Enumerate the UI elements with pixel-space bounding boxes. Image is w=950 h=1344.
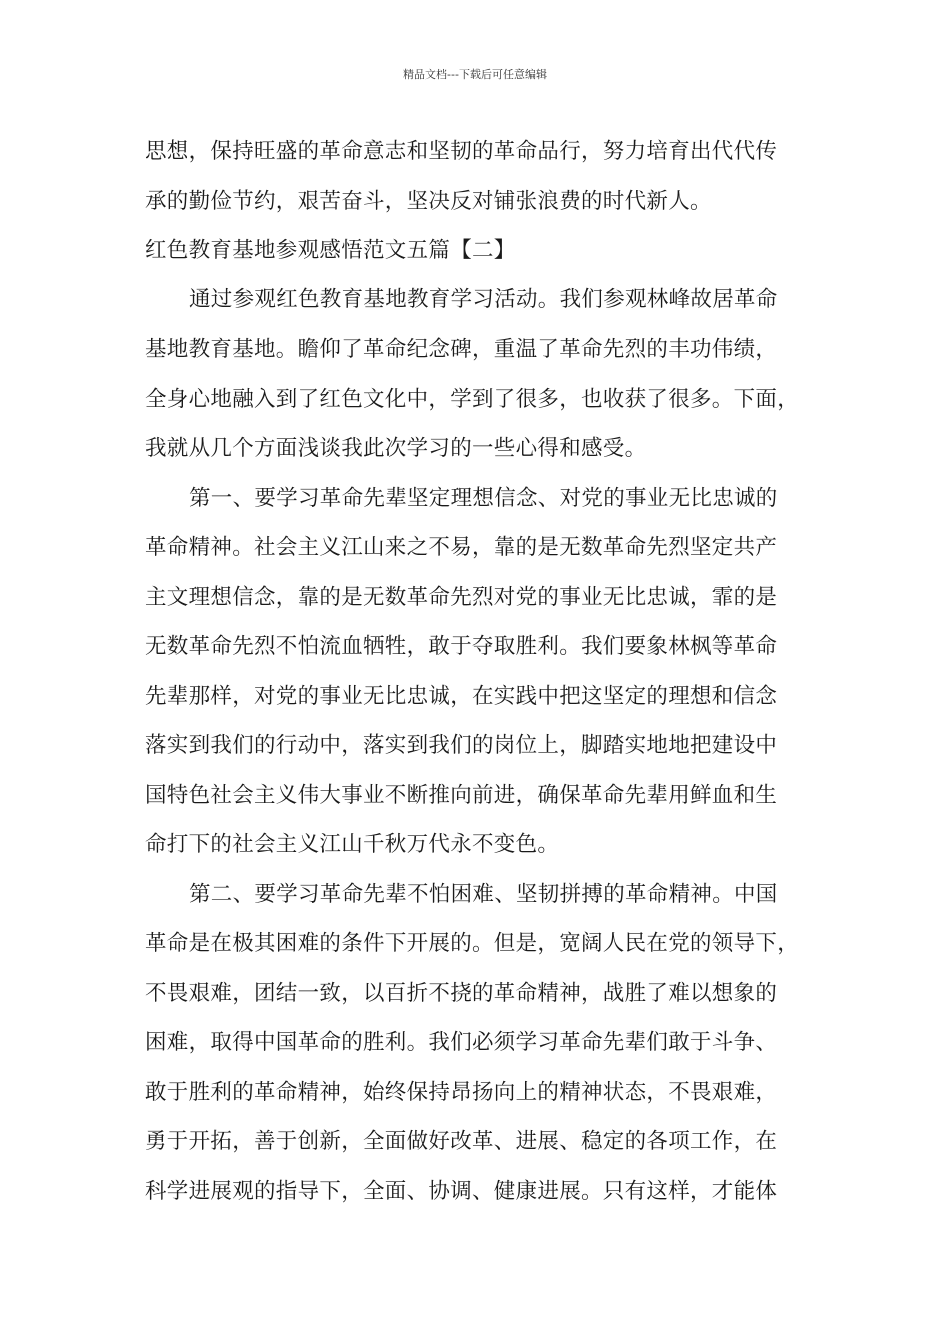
body-line: 思想，保持旺盛的革命意志和坚韧的革命品行，努力培育出代代传	[145, 139, 778, 164]
paragraph-start: 第二、要学习革命先辈不怕困难、坚韧拼搏的革命精神。中国	[189, 882, 778, 907]
page-header: 精品文档---下载后可任意编辑	[403, 68, 547, 81]
body-line: 敢于胜利的革命精神，始终保持昂扬向上的精神状态，不畏艰难，	[145, 1080, 778, 1105]
body-line: 全身心地融入到了红色文化中，学到了很多，也收获了很多。下面，	[145, 387, 800, 412]
body-line: 承的勤俭节约，艰苦奋斗，坚决反对铺张浪费的时代新人。	[145, 189, 712, 214]
body-line: 基地教育基地。瞻仰了革命纪念碑，重温了革命先烈的丰功伟绩，	[145, 337, 778, 362]
body-line: 国特色社会主义伟大事业不断推向前进，确保革命先辈用鲜血和生	[145, 783, 778, 808]
paragraph-start: 第一、要学习革命先辈坚定理想信念、对党的事业无比忠诚的	[189, 486, 778, 511]
body-line: 革命是在极其困难的条件下开展的。但是，宽阔人民在党的领导下，	[145, 931, 800, 956]
body-line: 落实到我们的行动中，落实到我们的岗位上，脚踏实地地把建设中	[145, 733, 778, 758]
body-line: 命打下的社会主义江山千秋万代永不变色。	[145, 832, 560, 857]
body-line: 勇于开拓，善于创新，全面做好改革、进展、稳定的各项工作，在	[145, 1129, 778, 1154]
body-line: 我就从几个方面浅谈我此次学习的一些心得和感受。	[145, 436, 647, 461]
body-line: 困难，取得中国革命的胜利。我们必须学习革命先辈们敢于斗争、	[145, 1030, 778, 1055]
section-heading: 红色教育基地参观感悟范文五篇【二】	[145, 238, 516, 263]
body-line: 科学进展观的指导下，全面、协调、健康进展。只有这样，才能体	[145, 1179, 778, 1204]
body-line: 不畏艰难，团结一致，以百折不挠的革命精神，战胜了难以想象的	[145, 981, 778, 1006]
paragraph-start: 通过参观红色教育基地教育学习活动。我们参观林峰故居革命	[189, 287, 778, 312]
body-line: 先辈那样，对党的事业无比忠诚，在实践中把这坚定的理想和信念	[145, 684, 778, 709]
body-line: 主文理想信念，靠的是无数革命先烈对党的事业无比忠诚，霏的是	[145, 585, 778, 610]
body-line: 革命精神。社会主义江山来之不易，靠的是无数革命先烈坚定共产	[145, 535, 778, 560]
body-line: 无数革命先烈不怕流血牺牲，敢于夺取胜利。我们要象林枫等革命	[145, 634, 778, 659]
